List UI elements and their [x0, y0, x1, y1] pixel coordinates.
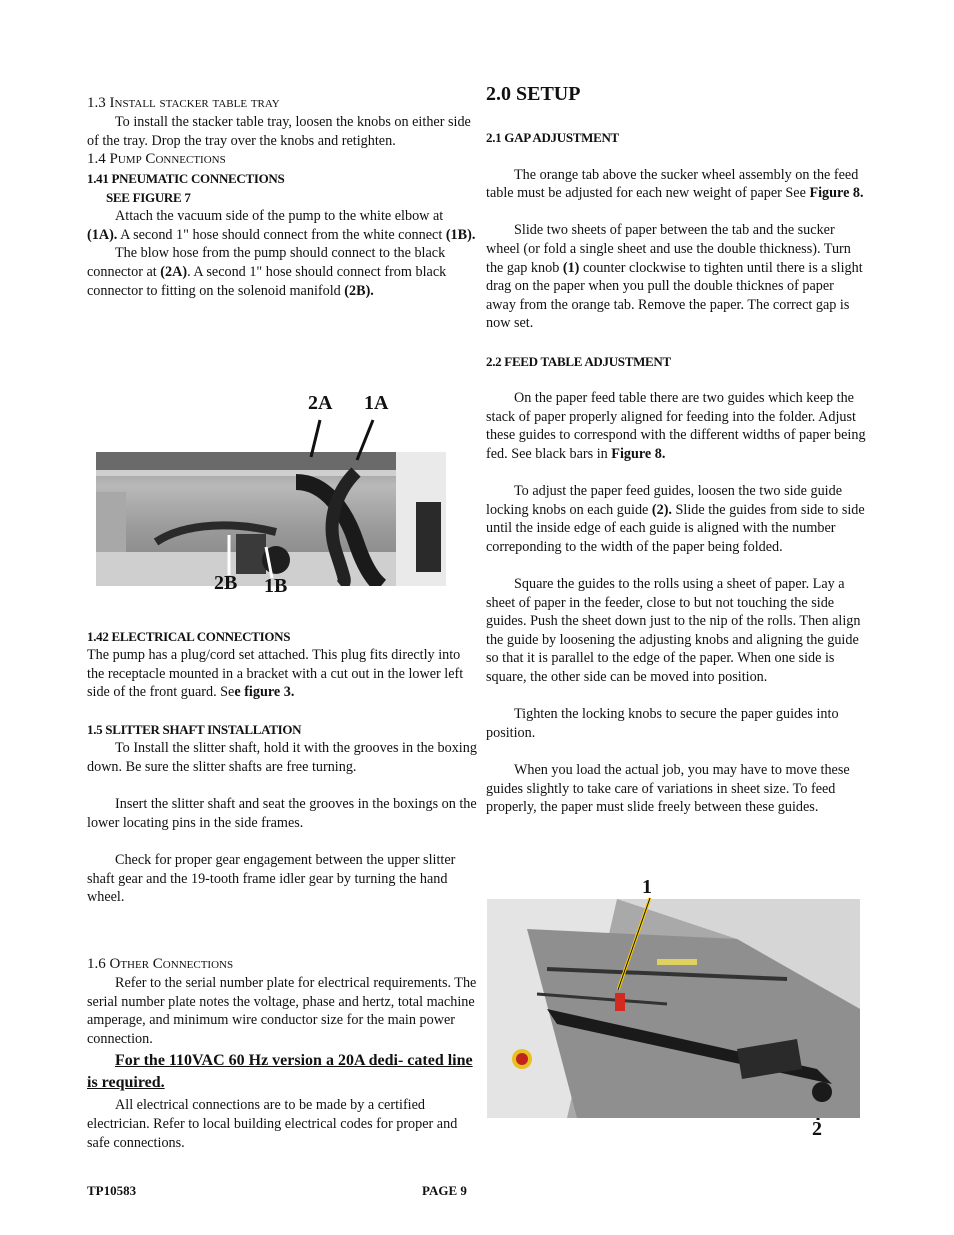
gap-para-2: Slide two sheets of paper between the tab and the sucker wheel (or fold a single sheet and use the double thickness). Turn the gap knob (1) counter clockwise to tighten until there is a slight drag on the paper when you pull the double thicknes of paper away from the orange tab. Remove the paper. The correct gap is now set. — [486, 222, 863, 332]
feed-para-2: To adjust the paper feed guides, loosen the two side guide locking knobs on each guide (2). Slide the guides from side to side until the inside edge of each guide is aligned with the number correponding to the width of the paper being folded. — [486, 483, 865, 555]
pneumatic-para-2: The blow hose from the pump should connect to the black connector at (2A). A second 1" hose should connect from black connector to fitting on the solenoid manifold (2B). — [87, 245, 447, 299]
slitter-para-3: Check for proper gear engagement between the upper slitter shaft gear and the 19-tooth frame idler gear by turning the hand wheel. — [87, 851, 456, 906]
section-1-4-heading: 1.4 Pump Connections — [87, 151, 226, 168]
page-number: PAGE 9 — [422, 1183, 467, 1198]
slitter-para-1: To Install the slitter shaft, hold it with the grooves in the boxing down. Be sure the slitter shafts are free turning. — [87, 740, 477, 775]
setup-heading: 2.0 SETUP — [486, 83, 581, 105]
document-number: TP10583 — [87, 1183, 137, 1198]
electrical-para: The pump has a plug/cord set attached. This plug fits directly into the receptacle mounted in a bracket with a cut out in the lower left side of the front guard. See figure 3. — [87, 647, 464, 701]
slitter-para-2: Insert the slitter shaft and seat the grooves in the boxings on the lower locating pins in the side frames. — [87, 796, 477, 831]
section-1-6-heading: 1.6 Other Connections — [87, 956, 234, 972]
section-1-3-heading: 1.3 Install stacker table tray — [87, 95, 280, 111]
section-2-2-heading: 2.2 FEED TABLE ADJUSTMENT — [486, 353, 671, 369]
pneumatic-para-1: Attach the vacuum side of the pump to the white elbow at (1A). A second 1" hose should connect from the white connect (1B). — [87, 208, 476, 243]
section-1-42-heading: 1.42 ELECTRICAL CONNECTIONS — [87, 629, 291, 644]
section-1-3-body: To install the stacker table tray, loosen the knobs on either side of the tray. Drop the tray over the knobs and retighten. — [87, 114, 471, 149]
feed-para-1: On the paper feed table there are two guides which keep the stack of paper properly aligned for feeding into the folder. Adjust these guides to correspond with the different widths of paper being fed. See black bars in Figure 8. — [486, 390, 866, 462]
gap-para-1: The orange tab above the sucker wheel assembly on the feed table must be adjusted for each new weight of paper See Figure 8. — [486, 166, 864, 202]
section-1-5-heading: 1.5 SLITTER SHAFT INSTALLATION — [87, 722, 302, 738]
feed-para-5: When you load the actual job, you may have to move these guides slightly to take care of variations in sheet size. To feed properly, the paper must slide freely between these guides. — [486, 762, 850, 816]
section-2-1-heading: 2.1 GAP ADJUSTMENT — [486, 130, 619, 145]
figure-7-label-2a: 2A — [308, 392, 333, 414]
other-connections-para-2: All electrical connections are to be made by a certified electrician. Refer to local building electrical codes for proper and safe connections. — [87, 1097, 458, 1151]
figure-7-label-2b: 2B — [214, 572, 238, 594]
dedicated-line-warning: For the 110VAC 60 Hz version a 20A dedi- cated line is required. — [87, 1052, 473, 1092]
feed-para-4: Tighten the locking knobs to secure the paper guides into position. — [486, 706, 839, 741]
see-figure-7: SEE FIGURE 7 — [106, 190, 191, 206]
section-1-41-heading: 1.41 PNEUMATIC CONNECTIONS — [87, 171, 285, 187]
figure-8-label-1: 1 — [642, 876, 652, 898]
figure-7-label-1b: 1B — [264, 575, 288, 597]
figure-7-label-1a: 1A — [364, 392, 389, 414]
feed-para-3: Square the guides to the rolls using a sheet of paper. Lay a sheet of paper in the feeder, close to but not touching the side guides. Push the sheet down just to the nip of the rolls. Then align the guide by loosening the adjusting knobs and aligning the guide so that it is parallel to the edge of the paper. When one side is square, the other side can be moved into position. — [486, 576, 861, 686]
figure-8-label-2: 2 — [812, 1118, 822, 1140]
other-connections-para-1: Refer to the serial number plate for electrical requirements. The serial number plate notes the voltage, phase and hertz, total machine amperage, and minimum wire conductor size for the main power connection. — [87, 975, 477, 1047]
